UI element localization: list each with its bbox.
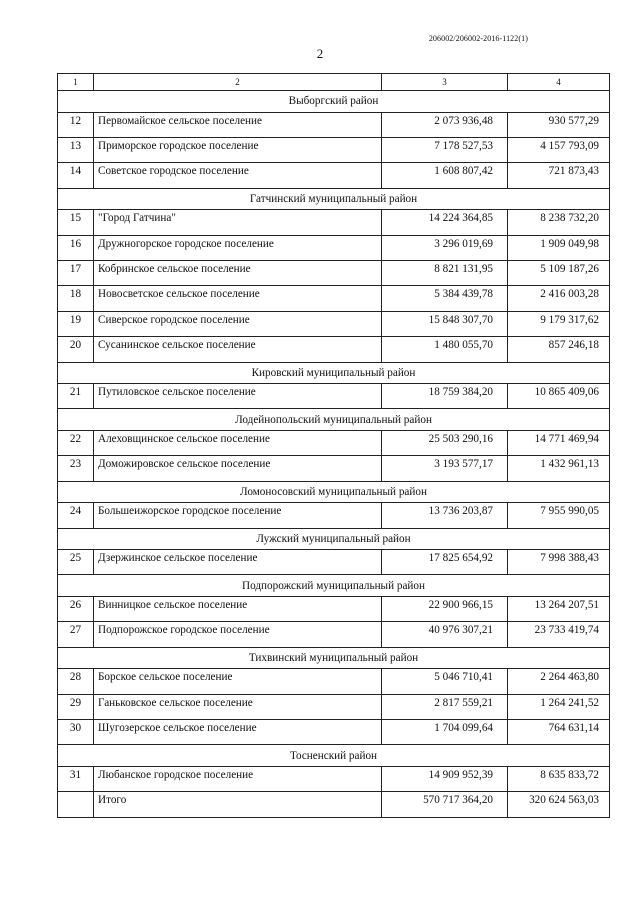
district-header-row: [58, 647, 610, 669]
row-number: 27: [58, 622, 94, 647]
total-label: Итого: [94, 792, 382, 817]
value-column-3: 5 046 710,41: [382, 669, 508, 694]
total-value-column-4: 320 624 563,03: [508, 792, 610, 817]
row-number: 25: [58, 550, 94, 575]
document-number: 206002/206002-2016-1122(1): [428, 34, 528, 43]
table-row: [58, 337, 610, 362]
settlement-name: Советское городское поселение: [94, 163, 382, 188]
district-header-row: [58, 91, 610, 113]
district-title: Кировский муниципальный район: [58, 362, 610, 384]
table-row: [58, 550, 610, 575]
district-title: Выборгский район: [58, 91, 610, 113]
value-column-3: 2 073 936,48: [382, 112, 508, 137]
table-row: [58, 260, 610, 285]
value-column-3: 1 480 055,70: [382, 337, 508, 362]
table-row: [58, 669, 610, 694]
page-number: 2: [316, 46, 324, 61]
row-number: 20: [58, 337, 94, 362]
table-row: [58, 311, 610, 336]
table-row: [58, 720, 610, 745]
row-number: 29: [58, 694, 94, 719]
row-number: 23: [58, 456, 94, 481]
row-number: 31: [58, 766, 94, 791]
value-column-4: 1 264 241,52: [508, 694, 610, 719]
value-column-4: 10 865 409,06: [508, 384, 610, 409]
value-column-4: 930 577,29: [508, 112, 610, 137]
settlement-name: Шугозерское сельское поселение: [94, 720, 382, 745]
row-number: 12: [58, 112, 94, 137]
district-title: Гатчинский муниципальный район: [58, 188, 610, 210]
row-number: 28: [58, 669, 94, 694]
table-body: [58, 74, 610, 818]
table-row: [58, 384, 610, 409]
column-number-2: 2: [94, 74, 382, 91]
table-row: [58, 210, 610, 235]
row-number: 16: [58, 235, 94, 260]
value-column-4: 764 631,14: [508, 720, 610, 745]
settlement-name: Новосветское сельское поселение: [94, 286, 382, 311]
value-column-3: 3 193 577,17: [382, 456, 508, 481]
district-header-row: [58, 409, 610, 431]
column-number-3: 3: [382, 74, 508, 91]
settlement-name: Путиловское сельское поселение: [94, 384, 382, 409]
settlement-name: Алеховщинское сельское поселение: [94, 430, 382, 455]
value-column-3: 22 900 966,15: [382, 596, 508, 621]
table-row: [58, 163, 610, 188]
column-number-1: 1: [58, 74, 94, 91]
table-row: [58, 596, 610, 621]
value-column-4: 8 238 732,20: [508, 210, 610, 235]
value-column-3: 8 821 131,95: [382, 260, 508, 285]
row-number: 21: [58, 384, 94, 409]
value-column-4: 721 873,43: [508, 163, 610, 188]
district-title: Подпорожский муниципальный район: [58, 575, 610, 597]
value-column-3: 18 759 384,20: [382, 384, 508, 409]
settlement-name: Большеижорское городское поселение: [94, 503, 382, 528]
settlements-table: [57, 73, 610, 818]
settlement-name: Винницкое сельское поселение: [94, 596, 382, 621]
row-number: 15: [58, 210, 94, 235]
value-column-4: 14 771 469,94: [508, 430, 610, 455]
district-title: Тихвинский муниципальный район: [58, 647, 610, 669]
settlement-name: "Город Гатчина": [94, 210, 382, 235]
settlement-name: Ганьковское сельское поселение: [94, 694, 382, 719]
settlement-name: Первомайское сельское поселение: [94, 112, 382, 137]
district-header-row: [58, 481, 610, 503]
table-row: [58, 430, 610, 455]
total-number: [58, 792, 94, 817]
table-row: [58, 766, 610, 791]
value-column-4: 857 246,18: [508, 337, 610, 362]
settlement-name: Любанское городское поселение: [94, 766, 382, 791]
table-row: [58, 112, 610, 137]
settlement-name: Дзержинское сельское поселение: [94, 550, 382, 575]
value-column-4: 13 264 207,51: [508, 596, 610, 621]
row-number: 24: [58, 503, 94, 528]
district-title: Ломоносовский муниципальный район: [58, 481, 610, 503]
district-header-row: [58, 362, 610, 384]
value-column-3: 1 704 099,64: [382, 720, 508, 745]
value-column-4: 2 416 003,28: [508, 286, 610, 311]
table-row: [58, 694, 610, 719]
row-number: 17: [58, 260, 94, 285]
district-header-row: [58, 528, 610, 550]
row-number: 19: [58, 311, 94, 336]
district-header-row: [58, 745, 610, 767]
district-title: Тосненский район: [58, 745, 610, 767]
total-value-column-3: 570 717 364,20: [382, 792, 508, 817]
settlement-name: Приморское городское поселение: [94, 137, 382, 162]
value-column-3: 13 736 203,87: [382, 503, 508, 528]
value-column-4: 8 635 833,72: [508, 766, 610, 791]
value-column-3: 2 817 559,21: [382, 694, 508, 719]
value-column-4: 1 909 049,98: [508, 235, 610, 260]
row-number: 26: [58, 596, 94, 621]
column-number-4: 4: [508, 74, 610, 91]
settlement-name: Дружногорское городское поселение: [94, 235, 382, 260]
settlement-name: Подпорожское городское поселение: [94, 622, 382, 647]
district-header-row: [58, 188, 610, 210]
value-column-4: 9 179 317,62: [508, 311, 610, 336]
value-column-3: 1 608 807,42: [382, 163, 508, 188]
district-title: Лужский муниципальный район: [58, 528, 610, 550]
value-column-3: 14 909 952,39: [382, 766, 508, 791]
table-row: [58, 622, 610, 647]
table-row: [58, 286, 610, 311]
row-number: 18: [58, 286, 94, 311]
value-column-3: 5 384 439,78: [382, 286, 508, 311]
value-column-4: 2 264 463,80: [508, 669, 610, 694]
settlement-name: Сиверское городское поселение: [94, 311, 382, 336]
value-column-4: 7 998 388,43: [508, 550, 610, 575]
settlement-name: Кобринское сельское поселение: [94, 260, 382, 285]
value-column-4: 5 109 187,26: [508, 260, 610, 285]
settlement-name: Сусанинское сельское поселение: [94, 337, 382, 362]
value-column-4: 23 733 419,74: [508, 622, 610, 647]
settlement-name: Борское сельское поселение: [94, 669, 382, 694]
value-column-3: 3 296 019,69: [382, 235, 508, 260]
settlement-name: Доможировское сельское поселение: [94, 456, 382, 481]
table-row: [58, 503, 610, 528]
value-column-4: 7 955 990,05: [508, 503, 610, 528]
row-number: 14: [58, 163, 94, 188]
value-column-3: 14 224 364,85: [382, 210, 508, 235]
district-title: Лодейнопольский муниципальный район: [58, 409, 610, 431]
row-number: 30: [58, 720, 94, 745]
value-column-4: 1 432 961,13: [508, 456, 610, 481]
table-row: [58, 137, 610, 162]
value-column-3: 7 178 527,53: [382, 137, 508, 162]
value-column-4: 4 157 793,09: [508, 137, 610, 162]
column-number-row: [58, 74, 610, 91]
total-row: [58, 792, 610, 817]
table-row: [58, 456, 610, 481]
district-header-row: [58, 575, 610, 597]
table-row: [58, 235, 610, 260]
row-number: 13: [58, 137, 94, 162]
value-column-3: 25 503 290,16: [382, 430, 508, 455]
value-column-3: 17 825 654,92: [382, 550, 508, 575]
row-number: 22: [58, 430, 94, 455]
value-column-3: 40 976 307,21: [382, 622, 508, 647]
value-column-3: 15 848 307,70: [382, 311, 508, 336]
